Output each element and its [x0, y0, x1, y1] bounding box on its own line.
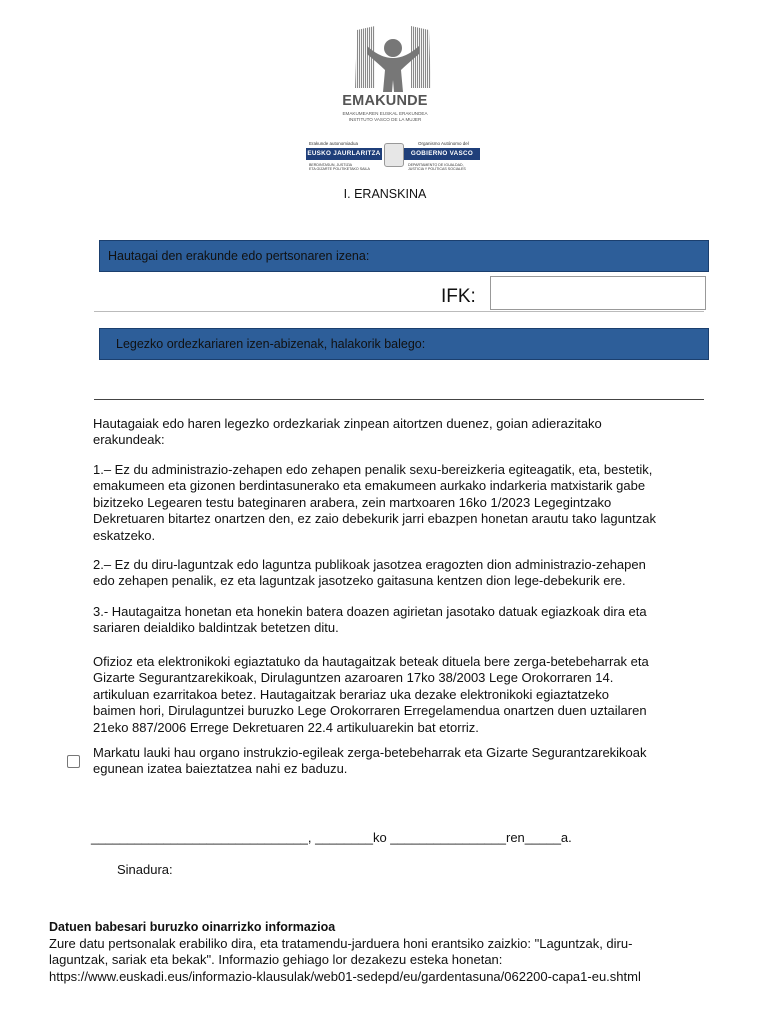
declaration-verification: Ofizioz eta elektronikoki egiaztatuko da hautagaitzak beteak dituela bere zerga-betebeharrak eta Gizarte Segurantzarekikoak, Dirulaguntzen azaroaren 17ko 38/2003 Lege Orokorraren 14. artikuluan ezarritakoa betez. Hautagaitzak berariaz uka dezake elektronikoki egiaztatzeko baimen hori, Dirulaguntzei buruzko Lege Orokorraren Erregelamendua onartzen duen uztailaren 21eko 887/2006 Errege Dekretuaren 22.4 artikuluarekin bat etorriz. — [93, 654, 649, 735]
ifk-label: IFK: — [441, 286, 476, 307]
representative-name-field[interactable] — [94, 399, 704, 400]
gov-emblem-icon — [384, 143, 404, 167]
candidate-name-label: Hautagai den erakunde edo pertsonaren izena: — [108, 249, 370, 263]
declaration-point-1: 1.– Ez du administrazio-zehapen edo zehapen penalik sexu-bereizkeria egiteagatik, eta, bestetik, emakumeen eta gizonen berdintasunerako eta emakumeen aurkako indarkeria matxistarik gabe bizitzeko Legearen testu bateginaren arabera, zein martxoaren 16ko 1/2023 Legegintzako Dekretuaren bitartez onartzen den, ez zaio debekurik jarri ebazpen honetan arautu tako laguntzak eskatzeko. — [93, 462, 656, 543]
logo-wordmark: EMAKUNDE — [342, 93, 428, 109]
logo-subtitle-eu: EMAKUMEAREN EUSKAL ERAKUNDEA — [342, 111, 428, 116]
opt-out-checkbox[interactable] — [67, 755, 80, 768]
gov-name-left: EUSKO JAURLARITZA — [306, 148, 382, 160]
gov-name-right: GOBIERNO VASCO — [404, 148, 480, 160]
data-protection-link[interactable]: https://www.euskadi.eus/informazio-klausulak/web01-sedepd/eu/gardentasuna/062200-capa1-eu.shtml — [49, 968, 641, 984]
data-protection-text: Zure datu pertsonalak erabiliko dira, eta tratamendu-jarduera honi erantsiko zaizkio: "Laguntzak, diru- laguntzak, sariak eta bekak". Informazio gehiago lor dezakezu esteka honetan: https://www.euskadi.eus/informazio-klausulak/web01-sedepd/eu/gardentasuna/062200-capa1-eu.shtml — [49, 936, 739, 985]
data-protection-title: Datuen babesari buruzko oinarrizko informazioa — [49, 920, 336, 934]
candidate-underline — [94, 311, 704, 312]
candidate-name-bar — [99, 240, 709, 272]
declaration-intro: Hautagaiak edo haren legezko ordezkariak zinpean aitortzen duenez, goian adierazitako erakundeak: — [93, 416, 602, 448]
opt-out-label: Markatu lauki hau organo instrukzio-egileak zerga-betebeharrak eta Gizarte Segurantzarekikoak egunean izatea baieztatzea nahi ez baduzu. — [93, 745, 647, 777]
gov-dept-right: DEPARTAMENTO DE IGUALDAD, JUSTICIA Y POLÍTICAS SOCIALES — [408, 163, 466, 172]
ifk-input[interactable] — [490, 276, 706, 310]
gov-caption-right: Organismo Autónomo del — [418, 141, 469, 146]
date-place-line[interactable]: ______________________________, ________ko ________________ren_____a. — [91, 830, 572, 845]
signature-label: Sinadura: — [117, 862, 173, 877]
declaration-point-2: 2.– Ez du diru-laguntzak edo laguntza publikoak jasotzea eragozten dion administrazio-zehapen edo zehapen penalik, ez eta laguntzak jasotzeko gaitasuna kentzen dion lege-debekurik ere. — [93, 557, 646, 589]
representative-label: Legezko ordezkariaren izen-abizenak, halakorik balego: — [116, 337, 426, 351]
gov-caption-left: Erakunde autonomiadua — [309, 141, 359, 146]
declaration-point-3: 3.- Hautagaitza honetan eta honekin batera doazen agirietan jasotako datuak egiazkoak dira eta sariaren deialdiko baldintzak betetzen ditu. — [93, 604, 647, 636]
representative-bar — [99, 328, 709, 360]
annex-title: I. ERANSKINA — [343, 187, 427, 201]
gov-dept-left: BERDINTASUN, JUSTIZIA ETA GIZARTE POLITIKETAKO SAILA — [309, 163, 370, 172]
logo-subtitle-es: INSTITUTO VASCO DE LA MUJER — [348, 117, 422, 122]
